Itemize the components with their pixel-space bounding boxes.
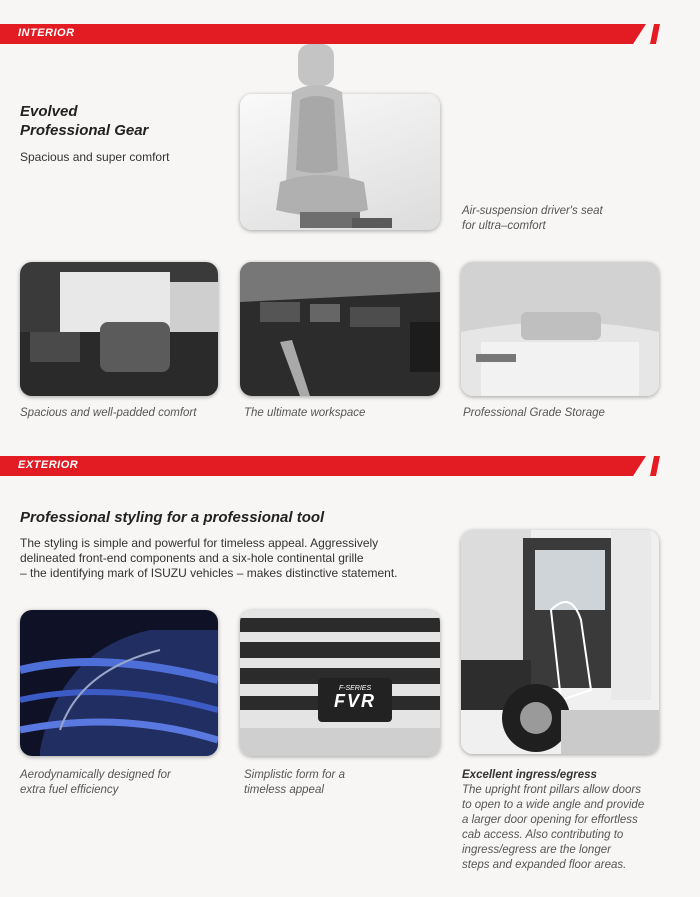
- ingress-line: a larger door opening for effortless: [462, 814, 638, 826]
- interior-section-label: INTERIOR: [18, 27, 75, 39]
- dashboard-photo: [240, 262, 440, 396]
- interior-heading-line2: Professional Gear: [20, 122, 149, 139]
- cab-interior-photo: [20, 262, 218, 396]
- exterior-section-band: [0, 456, 660, 476]
- band-bar: [0, 456, 646, 476]
- exterior-heading: Professional styling for a professional tool: [20, 509, 325, 526]
- ingress-title: Excellent ingress/egress: [462, 769, 597, 781]
- exterior-body-line1: The styling is simple and powerful for timeless appeal. Aggressively: [20, 536, 379, 550]
- caption-grille: [244, 768, 345, 798]
- aero-caption-line2: extra fuel efficiency: [20, 784, 119, 796]
- overhead-storage-photo: [461, 262, 659, 396]
- band-slash: [650, 24, 660, 44]
- ingress-photo: [461, 530, 659, 754]
- caption-aerodynamics: [20, 768, 171, 798]
- ingress-description: [462, 768, 692, 873]
- ingress-line: steps and expanded floor areas.: [462, 859, 627, 871]
- aero-caption-line1: Aerodynamically designed for: [20, 769, 171, 781]
- badge-series-text: F-SERIES: [338, 685, 372, 692]
- exterior-body: [20, 536, 398, 581]
- grille-caption-line2: timeless appeal: [244, 784, 324, 796]
- seat-caption-line2: for ultra–comfort: [462, 220, 546, 232]
- ingress-line: cab access. Also contributing to: [462, 829, 624, 841]
- exterior-body-line3: – the identifying mark of ISUZU vehicles – makes distinctive statement.: [20, 566, 398, 580]
- caption-storage: Professional Grade Storage: [463, 407, 605, 419]
- grille-photo: [240, 610, 440, 756]
- exterior-section-label: EXTERIOR: [18, 459, 79, 471]
- caption-spacious: Spacious and well-padded comfort: [20, 407, 197, 419]
- aerodynamics-photo: [20, 610, 218, 756]
- ingress-line: to open to a wide angle and provide: [462, 799, 645, 811]
- interior-subtitle: Spacious and super comfort: [20, 150, 170, 164]
- interior-heading: [20, 102, 148, 140]
- seat-caption-line1: Air-suspension driver's seat: [462, 205, 603, 217]
- fseries-badge: [318, 678, 392, 722]
- seat-photo: [240, 94, 440, 230]
- seat-caption: [462, 204, 603, 234]
- caption-workspace: The ultimate workspace: [244, 407, 366, 419]
- grille-caption-line1: Simplistic form for a: [244, 769, 345, 781]
- badge-model-text: FVR: [334, 691, 376, 711]
- ingress-line: The upright front pillars allow doors: [462, 784, 641, 796]
- ingress-line: ingress/egress are the longer: [462, 844, 611, 856]
- exterior-body-line2: delineated front-end components and a six-hole continental grille: [20, 551, 364, 565]
- interior-heading-line1: Evolved: [20, 103, 78, 120]
- band-slash: [650, 456, 660, 476]
